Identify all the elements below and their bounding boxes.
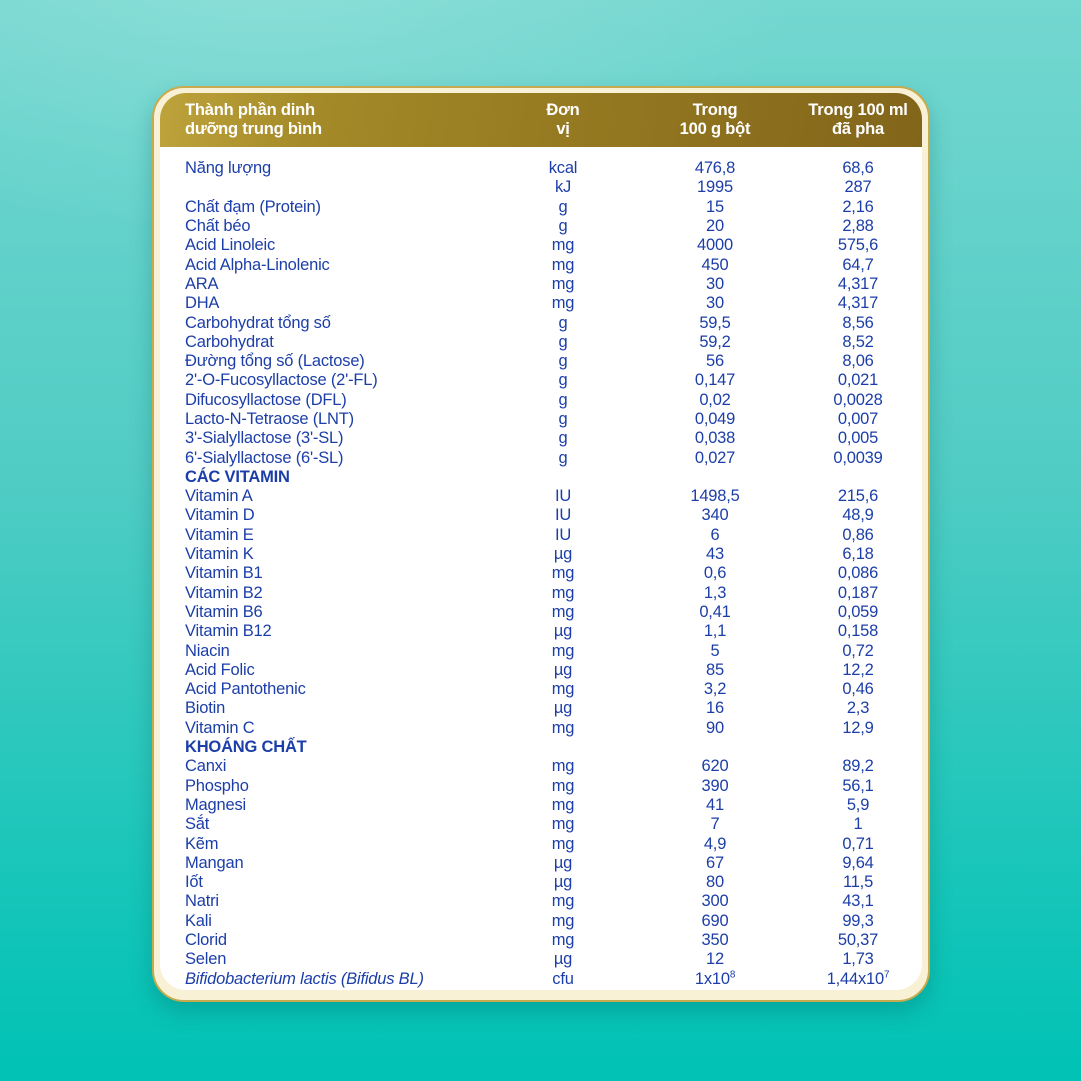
nutrient-name: Năng lượng bbox=[185, 159, 271, 178]
per-100ml-value: 4,317 bbox=[837, 274, 879, 293]
section-title: KHOÁNG CHẤT bbox=[185, 738, 307, 757]
per-100ml-value: 0,007 bbox=[837, 410, 879, 428]
nutrition-table bbox=[160, 93, 922, 990]
per-100ml-value: 43,1 bbox=[842, 892, 874, 911]
nutrient-name: 6'-Sialyllactose (6'-SL) bbox=[185, 448, 344, 467]
table-row bbox=[160, 159, 922, 178]
unit-value: g bbox=[558, 352, 568, 371]
unit-value: g bbox=[558, 371, 568, 390]
unit-value: g bbox=[558, 332, 568, 351]
table-row bbox=[160, 603, 922, 622]
unit-value: µg bbox=[553, 660, 573, 679]
unit-value: µg bbox=[553, 545, 573, 564]
unit-value: µg bbox=[553, 853, 573, 872]
table-row bbox=[160, 391, 922, 410]
per-100g-value: 4,9 bbox=[703, 834, 727, 853]
table-row bbox=[160, 641, 922, 660]
unit-value: mg bbox=[551, 294, 575, 313]
nutrient-name: Vitamin B12 bbox=[185, 622, 272, 641]
unit-value: mg bbox=[551, 718, 575, 737]
nutrient-name: Iốt bbox=[185, 873, 203, 892]
nutrient-name: Kẽm bbox=[185, 834, 219, 853]
per-100ml-value: 2,16 bbox=[842, 197, 874, 216]
table-row bbox=[160, 931, 922, 950]
unit-value: mg bbox=[551, 931, 575, 950]
per-100ml-value: 99,3 bbox=[842, 911, 874, 930]
unit-value: mg bbox=[551, 255, 575, 274]
per-100ml-value: 4,317 bbox=[837, 294, 879, 313]
table-row bbox=[160, 487, 922, 506]
unit-value: mg bbox=[551, 583, 575, 602]
per-100g-value: 59,5 bbox=[699, 313, 731, 332]
table-row bbox=[160, 584, 922, 603]
per-100ml-value: 6,18 bbox=[842, 545, 874, 564]
table-row bbox=[160, 526, 922, 545]
unit-value: mg bbox=[551, 834, 575, 853]
header-per100ml-column bbox=[794, 101, 922, 140]
table-row bbox=[160, 912, 922, 931]
per-100g-value: 15 bbox=[706, 197, 724, 216]
per-100ml-value: 9,64 bbox=[842, 853, 874, 872]
nutrient-name: Carbohydrat bbox=[185, 332, 274, 351]
per-100g-value: 0,6 bbox=[703, 564, 727, 583]
per-100ml-value: 68,6 bbox=[842, 159, 874, 178]
table-body bbox=[160, 147, 922, 990]
per-100ml-value: 2,3 bbox=[846, 699, 870, 718]
per-100g-value: 0,049 bbox=[694, 410, 736, 428]
unit-value: mg bbox=[551, 776, 575, 795]
nutrient-name: Acid Pantothenic bbox=[185, 680, 306, 699]
table-row bbox=[160, 950, 922, 969]
per-100ml-value: 48,9 bbox=[842, 506, 874, 525]
unit-value: g bbox=[558, 429, 568, 448]
per-100ml-value: 1 bbox=[853, 815, 863, 834]
unit-value: mg bbox=[551, 602, 575, 621]
nutrient-name: Chất đạm (Protein) bbox=[185, 197, 321, 216]
nutrient-name: Difucosyllactose (DFL) bbox=[185, 390, 347, 409]
nutrient-name: Carbohydrat tổng số bbox=[185, 313, 331, 332]
per-100ml-value: 0,187 bbox=[837, 583, 879, 602]
per-100g-value: 20 bbox=[706, 217, 724, 236]
nutrient-name: Acid Linoleic bbox=[185, 236, 276, 255]
unit-value: mg bbox=[551, 795, 575, 814]
per-100ml-value: 12,2 bbox=[842, 660, 874, 679]
unit-value: g bbox=[558, 448, 568, 467]
table-row bbox=[160, 680, 922, 699]
per-100ml-value: 0,0039 bbox=[833, 448, 883, 467]
per-100g-value: 690 bbox=[701, 911, 729, 930]
unit-value: mg bbox=[551, 815, 575, 834]
per-100ml-value: 56,1 bbox=[842, 776, 874, 795]
per-100ml-value: 2,88 bbox=[842, 217, 874, 236]
header-unit-column bbox=[490, 101, 636, 140]
table-header-row bbox=[160, 93, 922, 147]
per-100ml-value: 0,71 bbox=[842, 834, 874, 853]
nutrient-name: 2'-O-Fucosyllactose (2'-FL) bbox=[185, 371, 378, 390]
per-100ml-value: 0,158 bbox=[837, 622, 879, 641]
nutrient-name: Mangan bbox=[185, 853, 244, 872]
unit-value: IU bbox=[554, 487, 572, 506]
nutrient-name: Vitamin A bbox=[185, 487, 253, 506]
nutrient-name: Acid Alpha-Linolenic bbox=[185, 255, 330, 274]
nutrient-name: Kali bbox=[185, 911, 212, 930]
per-100ml-value: 5,9 bbox=[846, 795, 870, 814]
per-100g-value: 3,2 bbox=[703, 680, 727, 699]
per-100ml-value: 11,5 bbox=[842, 873, 874, 892]
table-row bbox=[160, 217, 922, 236]
nutrient-name: Acid Folic bbox=[185, 660, 255, 679]
exponent: 8 bbox=[729, 969, 736, 981]
per-100ml-value: 0,005 bbox=[837, 429, 879, 448]
unit-value: mg bbox=[551, 680, 575, 699]
table-row bbox=[160, 294, 922, 313]
table-row bbox=[160, 757, 922, 776]
nutrient-name: Vitamin B6 bbox=[185, 602, 263, 621]
unit-value: cfu bbox=[552, 969, 574, 988]
table-row bbox=[160, 622, 922, 641]
table-row bbox=[160, 410, 922, 429]
table-row bbox=[160, 545, 922, 564]
per-100g-value: 85 bbox=[706, 660, 724, 679]
table-row bbox=[160, 815, 922, 834]
per-100ml-value: 215,6 bbox=[837, 487, 879, 506]
nutrient-name: Magnesi bbox=[185, 795, 246, 814]
unit-value: mg bbox=[551, 911, 575, 930]
per-100g-value: 67 bbox=[706, 853, 724, 872]
unit-value: mg bbox=[551, 274, 575, 293]
unit-value: g bbox=[558, 197, 568, 216]
per-100g-value: 30 bbox=[706, 294, 724, 313]
per-100g-value: 450 bbox=[701, 255, 729, 274]
nutrition-facts-card bbox=[152, 86, 930, 1002]
per-100g-value: 4000 bbox=[697, 236, 733, 255]
per-100ml-value: 0,021 bbox=[837, 371, 879, 390]
table-row bbox=[160, 275, 922, 294]
table-row bbox=[160, 699, 922, 718]
nutrient-name: ARA bbox=[185, 274, 219, 293]
table-row bbox=[160, 333, 922, 352]
per-100ml-value: 89,2 bbox=[842, 757, 874, 776]
header-nutrient-column bbox=[160, 101, 490, 140]
table-row bbox=[160, 719, 922, 738]
table-row bbox=[160, 313, 922, 332]
nutrient-name: Natri bbox=[185, 892, 219, 911]
table-row bbox=[160, 969, 922, 988]
table-row bbox=[160, 661, 922, 680]
per-100ml-value: $1,44x10^7$ bbox=[826, 969, 890, 988]
per-100g-value: 1995 bbox=[697, 178, 733, 197]
nutrient-name: Bifidobacterium lactis (Bifidus BL) bbox=[185, 969, 424, 988]
nutrient-name: Vitamin B2 bbox=[185, 583, 263, 602]
header-per100ml-line1: Trong 100 ml bbox=[808, 100, 908, 119]
per-100g-value: 300 bbox=[701, 892, 729, 911]
per-100ml-value: 575,6 bbox=[837, 236, 879, 255]
per-100g-value: 16 bbox=[706, 699, 724, 718]
header-unit-line2: vị bbox=[556, 120, 570, 138]
nutrient-name: Phospho bbox=[185, 776, 249, 795]
nutrient-name: Vitamin K bbox=[185, 545, 254, 564]
unit-value: µg bbox=[553, 699, 573, 718]
nutrient-name: Sắt bbox=[185, 815, 210, 834]
table-row bbox=[160, 178, 922, 197]
per-100g-value: 6 bbox=[710, 525, 720, 544]
unit-value: mg bbox=[551, 892, 575, 911]
table-row bbox=[160, 198, 922, 217]
table-row bbox=[160, 892, 922, 911]
per-100ml-value: 0,72 bbox=[842, 641, 874, 660]
per-100g-value: 0,41 bbox=[699, 602, 731, 621]
nutrient-name: Canxi bbox=[185, 757, 227, 776]
per-100g-value: $1x10^8$ bbox=[694, 969, 736, 988]
nutrient-name: Vitamin E bbox=[185, 525, 254, 544]
nutrient-name: Clorid bbox=[185, 931, 227, 950]
unit-value: mg bbox=[551, 564, 575, 583]
per-100ml-value: 287 bbox=[844, 178, 872, 197]
section-header-row bbox=[160, 468, 922, 487]
table-row bbox=[160, 352, 922, 371]
header-nutrient-line2: dưỡng trung bình bbox=[185, 120, 322, 138]
per-100ml-value: 8,06 bbox=[842, 352, 874, 371]
unit-value: g bbox=[558, 217, 568, 236]
per-100ml-value: 0,059 bbox=[837, 602, 879, 621]
nutrient-name: 3'-Sialyllactose (3'-SL) bbox=[185, 429, 344, 448]
per-100g-value: 7 bbox=[710, 815, 720, 834]
nutrient-name: Vitamin B1 bbox=[185, 564, 263, 583]
unit-value: mg bbox=[551, 236, 575, 255]
per-100g-value: 620 bbox=[701, 757, 729, 776]
table-row bbox=[160, 448, 922, 467]
per-100g-value: 43 bbox=[706, 545, 724, 564]
unit-value: kJ bbox=[554, 178, 572, 197]
nutrient-name: Biotin bbox=[185, 699, 226, 718]
table-row bbox=[160, 255, 922, 274]
header-per100ml-line2: đã pha bbox=[832, 120, 884, 138]
per-100g-value: 0,02 bbox=[699, 390, 731, 409]
per-100g-value: 56 bbox=[706, 352, 724, 371]
unit-value: mg bbox=[551, 641, 575, 660]
section-header-row bbox=[160, 738, 922, 757]
nutrient-name: Vitamin D bbox=[185, 506, 255, 525]
nutrient-name: DHA bbox=[185, 294, 220, 313]
nutrient-name: Selen bbox=[185, 950, 227, 969]
per-100g-value: 340 bbox=[701, 506, 729, 525]
table-row bbox=[160, 796, 922, 815]
nutrient-name: Lacto-N-Tetraose (LNT) bbox=[185, 410, 354, 428]
per-100g-value: 390 bbox=[701, 776, 729, 795]
header-nutrient-line1: Thành phần dinh bbox=[185, 100, 315, 119]
unit-value: g bbox=[558, 313, 568, 332]
per-100g-value: 476,8 bbox=[694, 159, 736, 178]
unit-value: µg bbox=[553, 622, 573, 641]
table-row bbox=[160, 564, 922, 583]
header-per100g-column bbox=[636, 101, 794, 140]
per-100ml-value: 8,52 bbox=[842, 332, 874, 351]
per-100g-value: 41 bbox=[706, 795, 724, 814]
per-100g-value: 1498,5 bbox=[690, 487, 740, 506]
per-100ml-value: 64,7 bbox=[842, 255, 874, 274]
per-100g-value: 0,038 bbox=[694, 429, 736, 448]
unit-value: µg bbox=[553, 950, 573, 969]
header-per100g-line1: Trong bbox=[692, 100, 738, 119]
per-100g-value: 0,027 bbox=[694, 448, 736, 467]
table-row bbox=[160, 429, 922, 448]
exponent: 7 bbox=[884, 969, 890, 981]
nutrient-name: Chất béo bbox=[185, 217, 251, 236]
table-row bbox=[160, 777, 922, 796]
table-row bbox=[160, 236, 922, 255]
per-100g-value: 0,147 bbox=[694, 371, 736, 390]
table-row bbox=[160, 506, 922, 525]
per-100g-value: 350 bbox=[701, 931, 729, 950]
per-100ml-value: 1,73 bbox=[842, 950, 874, 969]
unit-value: g bbox=[558, 410, 568, 428]
nutrient-name: Đường tổng số (Lactose) bbox=[185, 352, 365, 371]
unit-value: µg bbox=[553, 873, 573, 892]
per-100g-value: 1,1 bbox=[703, 622, 727, 641]
per-100ml-value: 0,086 bbox=[837, 564, 879, 583]
per-100ml-value: 8,56 bbox=[842, 313, 874, 332]
unit-value: g bbox=[558, 390, 568, 409]
table-row bbox=[160, 854, 922, 873]
table-row bbox=[160, 873, 922, 892]
header-unit-line1: Đơn bbox=[546, 100, 580, 119]
nutrient-name: Niacin bbox=[185, 641, 230, 660]
per-100g-value: 30 bbox=[706, 274, 724, 293]
per-100ml-value: 0,46 bbox=[842, 680, 874, 699]
unit-value: IU bbox=[554, 506, 572, 525]
per-100g-value: 12 bbox=[706, 950, 724, 969]
header-per100g-line2: 100 g bột bbox=[679, 120, 751, 138]
per-100g-value: 1,3 bbox=[703, 583, 727, 602]
table-row bbox=[160, 371, 922, 390]
per-100g-value: 5 bbox=[710, 641, 720, 660]
per-100ml-value: 12,9 bbox=[842, 718, 874, 737]
per-100ml-value: 0,0028 bbox=[833, 390, 883, 409]
nutrient-name: Vitamin C bbox=[185, 718, 255, 737]
per-100ml-value: 50,37 bbox=[837, 931, 879, 950]
per-100ml-value: 0,86 bbox=[842, 525, 874, 544]
per-100g-value: 59,2 bbox=[699, 332, 731, 351]
per-100g-value: 90 bbox=[706, 718, 724, 737]
per-100g-value: 80 bbox=[706, 873, 724, 892]
section-title: CÁC VITAMIN bbox=[185, 467, 290, 486]
table-row bbox=[160, 834, 922, 853]
unit-value: mg bbox=[551, 757, 575, 776]
unit-value: IU bbox=[554, 525, 572, 544]
unit-value: kcal bbox=[548, 159, 578, 178]
